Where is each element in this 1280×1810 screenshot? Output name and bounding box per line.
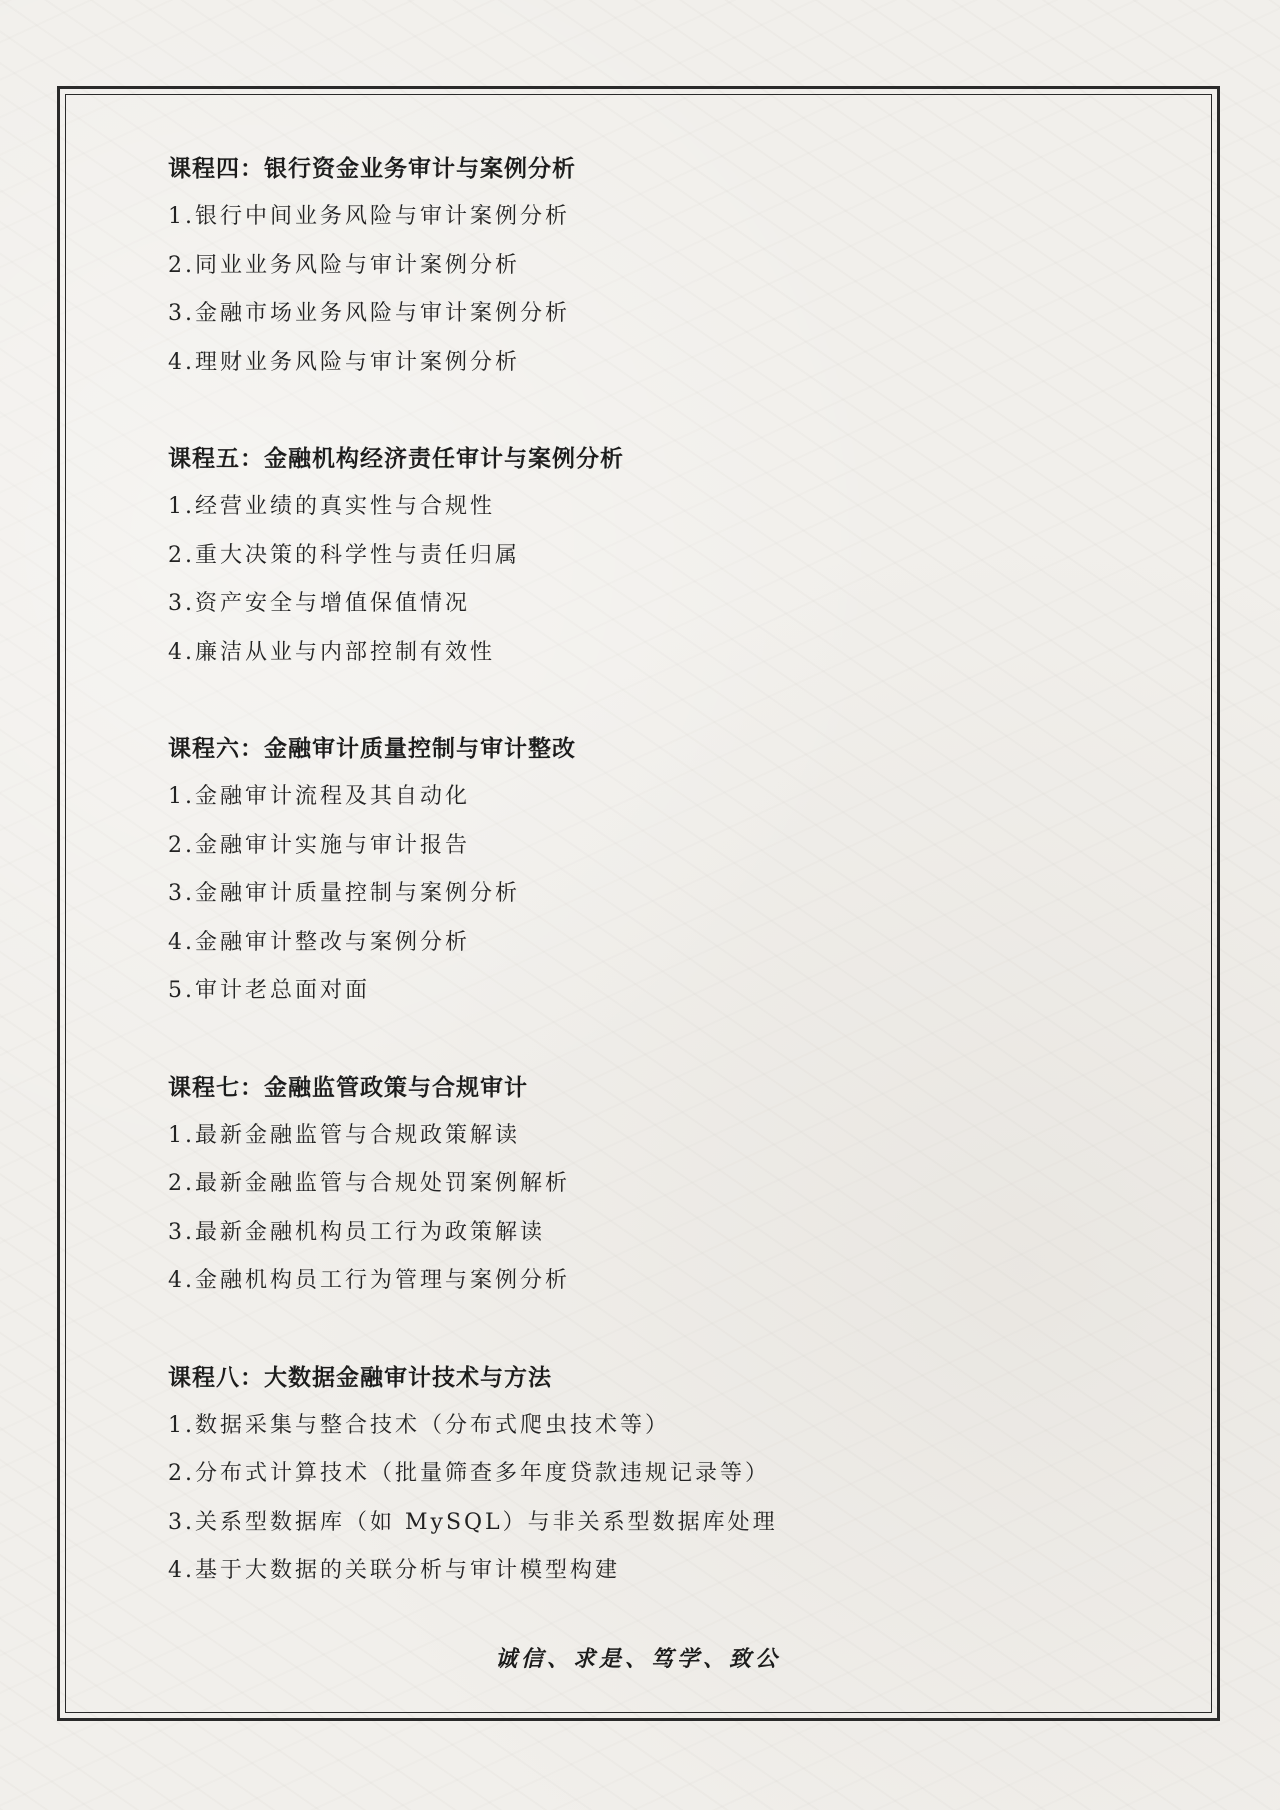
list-item: 4.金融机构员工行为管理与案例分析 [168, 1268, 570, 1293]
course-section-4 [168, 145, 1168, 387]
course-section-7 [168, 1064, 1168, 1306]
list-item: 3.金融审计质量控制与案例分析 [168, 881, 520, 906]
section-title: 课程六：金融审计质量控制与审计整改 [168, 735, 576, 762]
list-item: 3.最新金融机构员工行为政策解读 [168, 1219, 545, 1245]
list-item: 1.银行中间业务风险与审计案例分析 [168, 204, 570, 229]
list-item: 3.资产安全与增值保值情况 [168, 591, 470, 616]
list-item: 2.最新金融监管与合规处罚案例解析 [168, 1171, 570, 1196]
list-item: 1.金融审计流程及其自动化 [168, 784, 470, 809]
course-list [168, 145, 1168, 1596]
course-section-8 [168, 1354, 1168, 1596]
list-item: 3.关系型数据库（如 MySQL）与非关系型数据库处理 [168, 1509, 778, 1535]
list-item: 1.经营业绩的真实性与合规性 [168, 494, 495, 519]
list-item: 2.金融审计实施与审计报告 [168, 832, 470, 858]
section-title: 课程七：金融监管政策与合规审计 [168, 1073, 528, 1101]
list-item: 1.最新金融监管与合规政策解读 [168, 1122, 520, 1148]
list-item: 4.廉洁从业与内部控制有效性 [168, 639, 495, 665]
list-item: 2.重大决策的科学性与责任归属 [168, 542, 520, 568]
list-item: 5.审计老总面对面 [168, 978, 370, 1003]
course-section-6 [168, 725, 1168, 1016]
section-title: 课程四：银行资金业务审计与案例分析 [168, 155, 576, 182]
list-item: 3.金融市场业务风险与审计案例分析 [168, 301, 570, 326]
list-item: 1.数据采集与整合技术（分布式爬虫技术等） [168, 1412, 670, 1438]
list-item: 4.金融审计整改与案例分析 [168, 929, 470, 955]
list-item: 2.分布式计算技术（批量筛查多年度贷款违规记录等） [168, 1461, 770, 1486]
course-section-5 [168, 435, 1168, 677]
section-title: 课程八：大数据金融审计技术与方法 [168, 1363, 552, 1391]
list-item: 4.基于大数据的关联分析与审计模型构建 [168, 1558, 620, 1583]
list-item: 4.理财业务风险与审计案例分析 [168, 349, 520, 375]
footer-motto: 诚信、求是、笃学、致公 [495, 1646, 782, 1672]
list-item: 2.同业业务风险与审计案例分析 [168, 252, 520, 278]
section-title: 课程五：金融机构经济责任审计与案例分析 [168, 445, 624, 472]
